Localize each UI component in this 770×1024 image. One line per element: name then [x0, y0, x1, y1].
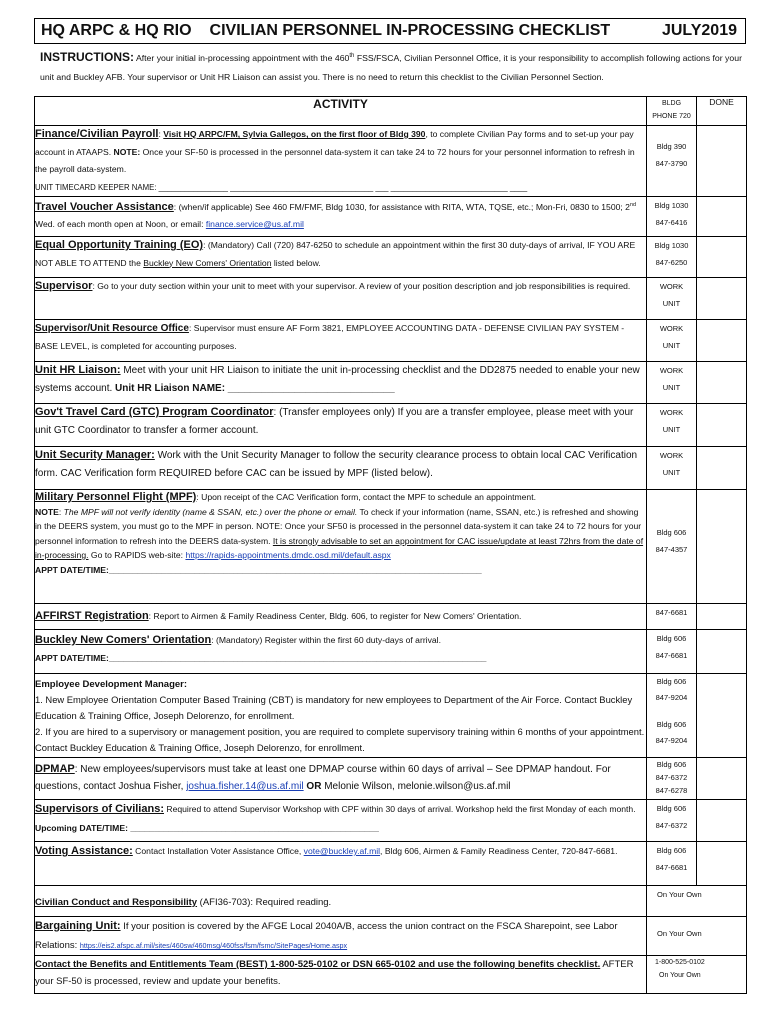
instructions-text-a: After your initial in-processing appointment with the 460	[135, 52, 350, 63]
resource-loc-2: UNIT	[662, 341, 681, 350]
travel-activity	[35, 197, 647, 237]
finance-activity	[35, 126, 647, 197]
affirst-bldg-phone	[647, 604, 697, 630]
voting-bldg-phone	[647, 842, 697, 886]
dpmap-or: OR	[303, 781, 325, 792]
finance-done-cell[interactable]	[697, 126, 747, 197]
best-bldg-phone	[647, 956, 747, 994]
gtc-text: : (Transfer employees only) If you are a transfer employee, please meet with your unit GTC Coordinator to transfer a former account.	[35, 407, 634, 436]
best-phone: 1-800-525-0102	[655, 959, 705, 966]
travel-bldg: Bldg 1030	[654, 201, 689, 210]
bargaining-text: If your position is covered by the AFGE Local 2040A/B, access the union contract on the FSCA Sharepoint, see Labor Relations:	[35, 921, 618, 951]
mpf-bldg-phone	[647, 490, 697, 604]
best-text: AFTER your SF-50 is processed, review and update your benefits.	[35, 959, 634, 987]
travel-text-1: : (when/if applicable) See 460 FM/FMF, Bldg 1030, for assistance with RITA, WTA, TQSE, etc.; Mon-Fri, 0830 to 1500; 2	[173, 201, 630, 212]
edm-activity	[35, 674, 647, 758]
voting-title: Voting Assistance:	[35, 845, 133, 857]
orientation-title: Buckley New Comers' Orientation	[35, 634, 212, 646]
orientation-activity	[35, 630, 647, 674]
resource-text: : Supervisor must ensure AF Form 3821, EMPLOYEE ACCOUNTING DATA - DEFENSE CIVILIAN PAY SYSTEM - BASE LEVEL, is completed for accounting purposes.	[35, 323, 625, 351]
edm-phone-1: 847-9204	[655, 693, 688, 702]
eo-done-cell[interactable]	[697, 237, 747, 278]
voting-bldg: Bldg 606	[656, 846, 687, 855]
liaison-activity	[35, 362, 647, 404]
finance-bldg: Bldg 390	[656, 142, 687, 151]
supervisor-title: Supervisor	[35, 280, 93, 292]
instructions	[40, 47, 745, 87]
finance-title: Finance/Civilian Payroll	[35, 128, 159, 140]
security-done-cell[interactable]	[697, 447, 747, 490]
conduct-title: Civilian Conduct and Responsibility	[35, 897, 198, 908]
voting-text-2: , Bldg 606, Airmen & Family Readiness Center, 720-847-6681.	[380, 846, 618, 856]
finance-phone: 847-3790	[655, 159, 688, 168]
instructions-sup: th	[349, 53, 355, 59]
table-row	[35, 278, 747, 320]
timecard-keeper-line: UNIT TIMECARD KEEPER NAME: ________________ _________________________________ ___ ___________________________ ____	[35, 182, 528, 192]
mpf-italic: The MPF will not verify identity (name & SSAN, etc.) over the phone or email.	[63, 506, 358, 517]
gtc-done-cell[interactable]	[697, 404, 747, 447]
table-row	[35, 447, 747, 490]
edm-phone-2: 847-9204	[655, 736, 688, 745]
civilians-bldg: Bldg 606	[656, 804, 687, 813]
dpmap-bldg-phone	[647, 758, 697, 800]
supervisor-activity	[35, 278, 647, 320]
civilians-phone: 847-6372	[655, 821, 688, 830]
best-location: On Your Own	[659, 972, 701, 979]
supervisor-loc-1: WORK	[659, 282, 684, 291]
checklist-table	[34, 96, 747, 994]
edm-title: Employee Development Manager:	[35, 679, 188, 690]
table-row	[35, 490, 747, 604]
mpf-appt-line: APPT DATE/TIME:______________________________________________________________________________	[35, 564, 482, 575]
conduct-bldg-phone	[647, 886, 747, 917]
voting-phone: 847-6681	[655, 863, 688, 872]
gtc-activity	[35, 404, 647, 447]
finance-text-2: Once your SF-50 is processed in the personnel data-system it can take 24 to 72 hours for your personnel information to refresh in the payroll data-system.	[35, 146, 635, 174]
table-row	[35, 320, 747, 362]
eo-text-1: : (Mandatory) Call (720) 847-6250 to schedule an appointment within the first 30 duty-days of arrival, IF YOU ARE NOT ABLE TO ATTEND the	[35, 240, 636, 268]
dpmap-activity	[35, 758, 647, 800]
security-activity	[35, 447, 647, 490]
liaison-loc-1: WORK	[659, 366, 684, 375]
table-row	[35, 917, 747, 956]
conduct-text: (AFI36-703): Required reading.	[197, 897, 332, 908]
security-text: Work with the Unit Security Manager to follow the security clearance process to obtain local CAC Verification form. CAC Verification form REQUIRED before CAC can be issued by MPF (listed below).	[35, 450, 638, 479]
instructions-text-b: FSS/FSCA, Civilian Personnel Office, it is your responsibility to accomplish following actions for your unit and Buckley AFB. Your supervisor or Unit HR Liaison can assist you. There is no need to return this checklist to the Civilian Personnel Section.	[40, 52, 742, 82]
table-row	[35, 674, 747, 758]
eo-bldg-phone	[647, 237, 697, 278]
gtc-bldg-phone	[647, 404, 697, 447]
affirst-activity	[35, 604, 647, 630]
mpf-text-2: :	[58, 506, 64, 517]
voting-text-1: Contact Installation Voter Assistance Office,	[132, 846, 304, 856]
page-title: CIVILIAN PERSONNEL IN-PROCESSING CHECKLIST	[209, 22, 611, 39]
conduct-activity	[35, 886, 647, 917]
eo-text-2: listed below.	[271, 257, 321, 268]
vote-email-link[interactable]: vote@buckley.af.mil	[303, 846, 381, 856]
mpf-text-3: To check if your information (name, SSAN, etc.) is refreshed and showing in the DEERS system, you must go to the MPF in person. NOTE: Once your SF50 is processed in the personnel data-system it can take 24 to 72 hours for your personnel information to refresh into the DEERS data-system.	[35, 506, 642, 546]
mpf-phone: 847-4357	[655, 545, 688, 554]
dpmap-bldg: Bldg 606	[656, 760, 687, 769]
orientation-text: : (Mandatory) Register within the first 60 duty-days of arrival.	[211, 635, 441, 645]
table-row	[35, 800, 747, 842]
mpf-text-1: : Upon receipt of the CAC Verification form, contact the MPF to schedule an appointment.	[196, 492, 536, 502]
affirst-title: AFFIRST Registration	[35, 610, 149, 622]
liaison-done-cell[interactable]	[697, 362, 747, 404]
best-activity	[35, 956, 647, 994]
civilians-done-cell[interactable]	[697, 800, 747, 842]
supervisor-bldg-phone	[647, 278, 697, 320]
supervisor-text: : Go to your duty section within your unit to meet with your supervisor. A review of your position description and job responsibilities is required.	[92, 281, 631, 291]
resource-activity	[35, 320, 647, 362]
eo-activity	[35, 237, 647, 278]
sharepoint-link[interactable]: https://eis2.afspc.af.mil/sites/460sw/460msg/460fss/fsm/fsmc/SitePages/Home.aspx	[79, 941, 348, 950]
civilians-bldg-phone	[647, 800, 697, 842]
table-row	[35, 886, 747, 917]
fisher-email-link[interactable]: joshua.fisher.14@us.af.mil	[186, 781, 304, 792]
travel-phone: 847-6416	[655, 218, 688, 227]
bargaining-activity	[35, 917, 647, 956]
orientation-bldg: Bldg 606	[656, 634, 687, 643]
edm-bldg-2: Bldg 606	[656, 720, 687, 729]
resource-done-cell[interactable]	[697, 320, 747, 362]
bargaining-location: On Your Own	[657, 929, 702, 938]
liaison-loc-2: UNIT	[662, 383, 681, 392]
table-row	[35, 604, 747, 630]
supervisor-loc-2: UNIT	[662, 299, 681, 308]
phone-header-label: PHONE 720	[652, 113, 691, 120]
done-header: DONE	[697, 97, 747, 126]
finance-colon: :	[158, 129, 161, 139]
eo-title: Equal Opportunity Training (EO)	[35, 239, 204, 251]
resource-bldg-phone	[647, 320, 697, 362]
mpf-bldg: Bldg 606	[656, 528, 687, 537]
finance-note: NOTE:	[113, 146, 141, 157]
civilians-title: Supervisors of Civilians:	[35, 803, 164, 815]
bargaining-bldg-phone	[647, 917, 747, 956]
liaison-bldg-phone	[647, 362, 697, 404]
resource-title: Supervisor/Unit Resource Office	[35, 323, 189, 334]
security-bldg-phone	[647, 447, 697, 490]
edm-spacer	[647, 706, 696, 717]
eo-orientation-ref: Buckley New Comers' Orientation	[143, 257, 272, 268]
edm-item-2: 2. If you are hired to a supervisory or management position, you are required to complete supervisory training within 6 months of your appointment. Contact Buckley Education & Training Office, Joseph Delorenzo, for enrollment.	[35, 726, 645, 753]
table-row	[35, 126, 747, 197]
dpmap-text-2: Melonie Wilson, melonie.wilson@us.af.mil	[324, 781, 511, 792]
liaison-title: Unit HR Liaison:	[35, 364, 121, 376]
edm-item-1: 1. New Employee Orientation Computer Based Training (CBT) is mandatory for new employees to Department of the Air Force. Contact Buckley Education & Training Office, Joseph Delorenzo, for enrollment.	[35, 694, 633, 721]
travel-sup: nd	[629, 202, 637, 208]
header-date: JULY2019	[661, 22, 737, 39]
civilians-activity	[35, 800, 647, 842]
finance-bldg-phone	[647, 126, 697, 197]
mpf-activity	[35, 490, 647, 604]
liaison-name-line: Unit HR Liaison NAME: ______________________________	[115, 382, 395, 394]
mpf-title: Military Personnel Flight (MPF)	[35, 491, 197, 503]
security-loc-2: UNIT	[662, 468, 681, 477]
affirst-text: : Report to Airmen & Family Readiness Center, Bldg. 606, to register for New Comers' Orientation.	[148, 611, 522, 621]
mpf-done-cell[interactable]	[697, 490, 747, 604]
org-name: HQ ARPC & HQ RIO	[41, 22, 192, 39]
gtc-title: Gov't Travel Card (GTC) Program Coordinator	[35, 406, 274, 418]
affirst-done-cell[interactable]	[697, 604, 747, 630]
finance-text-1: , to complete Civilian Pay forms and to set-up your pay account in ATAAPS.	[35, 129, 634, 157]
table-row	[35, 197, 747, 237]
dpmap-title: DPMAP	[35, 763, 75, 775]
edm-bldg-phone	[647, 674, 697, 758]
bldg-header-label: BLDG	[661, 100, 682, 107]
checklist-header	[34, 18, 746, 44]
edm-done-cell[interactable]	[697, 674, 747, 758]
mpf-advisory: It is strongly advisable to set an appointment for CAC issue/update at least 72hrs from the date of in-processing.	[35, 535, 644, 560]
civilians-text: Required to attend Supervisor Workshop with CPF within 30 days of arrival. Workshop held the first Monday of each month.	[163, 804, 636, 814]
table-row	[35, 842, 747, 886]
orientation-done-cell[interactable]	[697, 630, 747, 674]
dpmap-phone-2: 847-6278	[655, 786, 688, 795]
table-row	[35, 956, 747, 994]
orientation-bldg-phone	[647, 630, 697, 674]
security-loc-1: WORK	[659, 451, 684, 460]
mpf-text-4: Go to RAPIDS web-site:	[88, 550, 186, 560]
gtc-loc-2: UNIT	[662, 425, 681, 434]
dpmap-phone-1: 847-6372	[655, 773, 688, 782]
edm-bldg-1: Bldg 606	[656, 677, 687, 686]
dpmap-text-1: : New employees/supervisors must take at least one DPMAP course within 60 days of arrival – See DPMAP handout. For questions, contact Joshua Fisher,	[35, 764, 611, 792]
table-row	[35, 404, 747, 447]
affirst-phone: 847-6681	[655, 608, 688, 617]
finance-email-link[interactable]: finance.service@us.af.mil	[205, 219, 304, 230]
bldg-phone-header	[647, 97, 697, 126]
table-row	[35, 362, 747, 404]
instructions-label: INSTRUCTIONS:	[40, 49, 134, 64]
travel-text-2: Wed. of each month open at Noon, or email:	[35, 219, 206, 230]
best-title: Contact the Benefits and Entitlements Team (BEST) 1-800-525-0102 or DSN 665-0102 and use the following benefits checklist.	[35, 959, 601, 970]
rapids-link[interactable]: https://rapids-appointments.dmdc.osd.mil/default.aspx	[185, 550, 391, 560]
gtc-loc-1: WORK	[659, 408, 684, 417]
table-row	[35, 758, 747, 800]
orientation-appt-line: APPT DATE/TIME:_______________________________________________________________________________	[35, 652, 487, 663]
eo-phone: 847-6250	[655, 258, 688, 267]
liaison-text: Meet with your unit HR Liaison to initiate the unit in-processing checklist and the DD2875 needed to enable your new systems account.	[35, 365, 640, 394]
bargaining-title: Bargaining Unit:	[35, 920, 121, 932]
dpmap-done-cell[interactable]	[697, 758, 747, 800]
security-title: Unit Security Manager:	[35, 449, 155, 461]
resource-loc-1: WORK	[659, 324, 684, 333]
voting-activity	[35, 842, 647, 886]
conduct-location: On Your Own	[657, 890, 702, 899]
eo-bldg: Bldg 1030	[654, 241, 689, 250]
table-row	[35, 630, 747, 674]
orientation-phone: 847-6681	[655, 651, 688, 660]
civilians-date-line: Upcoming DATE/TIME: ____________________________________________________	[35, 823, 379, 833]
activity-header: ACTIVITY	[35, 97, 647, 126]
voting-done-cell[interactable]	[697, 842, 747, 886]
supervisor-done-cell[interactable]	[697, 278, 747, 320]
table-row	[35, 237, 747, 278]
travel-done-cell[interactable]	[697, 197, 747, 237]
travel-bldg-phone	[647, 197, 697, 237]
mpf-note: NOTE	[35, 506, 59, 517]
finance-visit: Visit HQ ARPC/FM, Sylvia Gallegos, on the first floor of Bldg 390	[163, 129, 426, 139]
table-header-row	[35, 97, 747, 126]
travel-title: Travel Voucher Assistance	[35, 200, 174, 213]
